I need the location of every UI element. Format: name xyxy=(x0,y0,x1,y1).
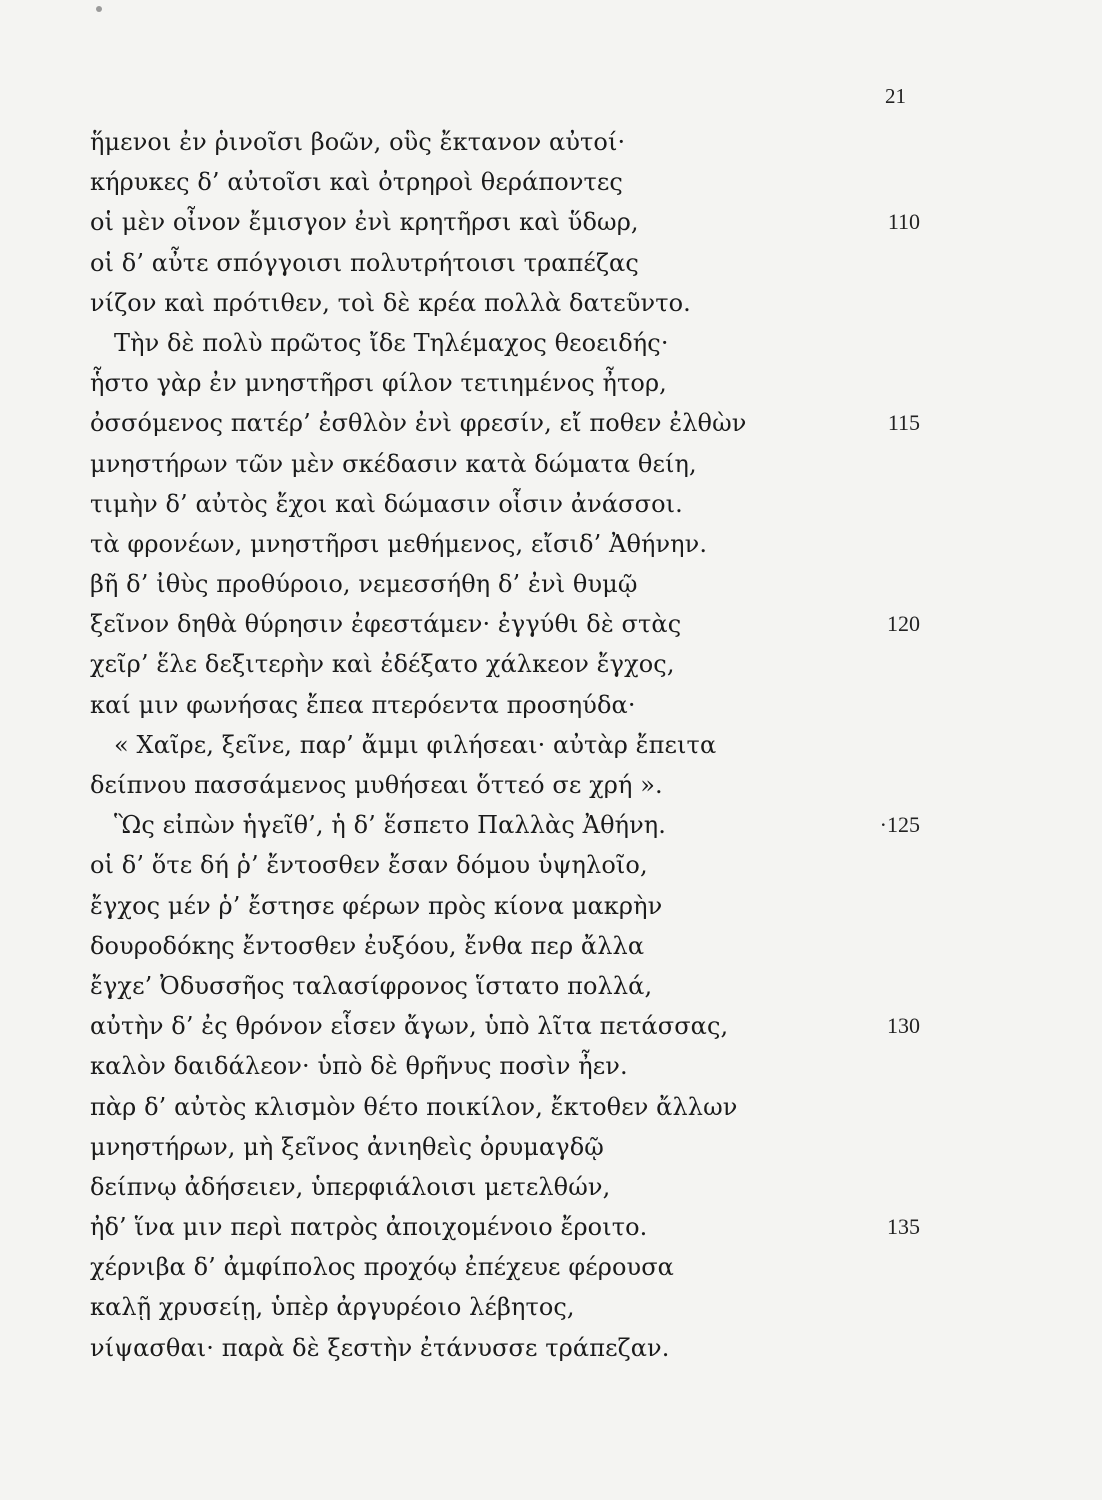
verse-line xyxy=(90,122,920,162)
verse-line xyxy=(90,363,920,403)
verse-line xyxy=(90,1006,920,1046)
verse-line xyxy=(90,524,920,564)
verse-line xyxy=(90,162,920,202)
verse-number: 115 xyxy=(887,410,920,436)
ink-speck xyxy=(96,6,102,12)
verse-line xyxy=(90,202,920,242)
verse-text: νίψασθαι· παρὰ δὲ ξεστὴν ἐτάνυσσε τράπεζαν. xyxy=(90,1333,670,1362)
verse-text: χέρνιβα δ’ ἀμφίπολος προχόῳ ἐπέχευε φέρουσα xyxy=(90,1253,674,1282)
verse-block xyxy=(90,122,920,1368)
verse-text: αὐτὴν δ’ ἐς θρόνον εἷσεν ἄγων, ὑπὸ λῖτα πετάσσας, xyxy=(90,1012,729,1041)
verse-text: καί μιν φωνήσας ἔπεα πτερόεντα προσηύδα· xyxy=(90,690,636,719)
verse-text: τιμὴν δ’ αὐτὸς ἔχοι καὶ δώμασιν οἷσιν ἀνάσσοι. xyxy=(90,489,683,518)
verse-line xyxy=(90,1167,920,1207)
verse-text: οἱ δ’ ὅτε δή ῥ’ ἔντοσθεν ἔσαν δόμου ὑψηλοῖο, xyxy=(90,851,648,880)
verse-text: ἧστο γὰρ ἐν μνηστῆρσι φίλον τετιημένος ἦτορ, xyxy=(90,369,667,398)
verse-line xyxy=(90,604,920,644)
verse-line xyxy=(90,323,920,363)
verse-text: μνηστήρων τῶν μὲν σκέδασιν κατὰ δώματα θείη, xyxy=(90,449,697,478)
verse-text: οἱ μὲν οἶνον ἔμισγον ἐνὶ κρητῆρσι καὶ ὕδωρ, xyxy=(90,208,639,237)
verse-line xyxy=(90,243,920,283)
verse-line xyxy=(90,1207,920,1247)
verse-text: ἠδ’ ἵνα μιν περὶ πατρὸς ἀποιχομένοιο ἔροιτο. xyxy=(90,1213,648,1242)
verse-text: βῆ δ’ ἰθὺς προθύροιο, νεμεσσήθη δ’ ἐνὶ θυμῷ xyxy=(90,570,638,599)
verse-line xyxy=(90,886,920,926)
verse-text: τὰ φρονέων, μνηστῆρσι μεθήμενος, εἴσιδ’ Ἀθήνην. xyxy=(90,529,708,558)
verse-line xyxy=(90,765,920,805)
verse-text: Τὴν δὲ πολὺ πρῶτος ἴδε Τηλέμαχος θεοειδής· xyxy=(114,328,669,357)
verse-text: ἥμενοι ἐν ῥινοῖσι βοῶν, οὓς ἔκτανον αὐτοί· xyxy=(90,128,626,156)
verse-text: ἔγχε’ Ὀδυσσῆος ταλασίφρονος ἵστατο πολλά, xyxy=(90,971,653,1000)
verse-line xyxy=(90,644,920,684)
verse-line xyxy=(90,845,920,885)
page-number: 21 xyxy=(885,84,906,108)
verse-text: δείπνου πασσάμενος μυθήσεαι ὅττεό σε χρή ». xyxy=(90,771,663,799)
verse-line xyxy=(90,725,920,765)
verse-number: 110 xyxy=(887,209,920,235)
verse-text: δείπνῳ ἀδήσειεν, ὑπερφιάλοισι μετελθών, xyxy=(90,1172,611,1201)
verse-text: πὰρ δ’ αὐτὸς κλισμὸν θέτο ποικίλον, ἔκτοθεν ἄλλων xyxy=(90,1092,738,1121)
verse-line xyxy=(90,403,920,443)
verse-number: ·125 xyxy=(879,812,920,838)
verse-line xyxy=(90,444,920,484)
verse-text: χεῖρ’ ἕλε δεξιτερὴν καὶ ἐδέξατο χάλκεον ἔγχος, xyxy=(90,650,675,679)
verse-text: δουροδόκης ἔντοσθεν ἐυξόου, ἔνθα περ ἄλλα xyxy=(90,931,645,960)
verse-line xyxy=(90,685,920,725)
verse-line xyxy=(90,564,920,604)
verse-text: κήρυκες δ’ αὐτοῖσι καὶ ὀτρηροὶ θεράποντες xyxy=(90,168,623,197)
verse-line xyxy=(90,1127,920,1167)
verse-line xyxy=(90,805,920,845)
verse-text: ὀσσόμενος πατέρ’ ἐσθλὸν ἐνὶ φρεσίν, εἴ ποθεν ἐλθὼν xyxy=(90,409,747,438)
verse-text: νίζον καὶ πρότιθεν, τοὶ δὲ κρέα πολλὰ δατεῦντο. xyxy=(90,288,691,317)
verse-text: οἱ δ’ αὖτε σπόγγοισι πολυτρήτοισι τραπέζας xyxy=(90,248,639,277)
verse-text: « Χαῖρε, ξεῖνε, παρ’ ἄμμι φιλήσεαι· αὐτὰρ ἔπειτα xyxy=(114,730,717,759)
verse-text: καλῇ χρυσείῃ, ὑπὲρ ἀργυρέοιο λέβητος, xyxy=(90,1293,575,1322)
verse-line xyxy=(90,1087,920,1127)
verse-line xyxy=(90,1046,920,1086)
verse-number: 135 xyxy=(887,1214,920,1240)
verse-number: 120 xyxy=(887,611,920,637)
verse-line xyxy=(90,926,920,966)
verse-text: μνηστήρων, μὴ ξεῖνος ἀνιηθεὶς ὀρυμαγδῷ xyxy=(90,1132,604,1161)
verse-line xyxy=(90,283,920,323)
verse-line xyxy=(90,1287,920,1327)
verse-line xyxy=(90,1328,920,1368)
verse-number: 130 xyxy=(887,1013,920,1039)
verse-line xyxy=(90,966,920,1006)
verse-text: ἔγχος μέν ῥ’ ἔστησε φέρων πρὸς κίονα μακρὴν xyxy=(90,891,663,920)
verse-text: ξεῖνον δηθὰ θύρησιν ἐφεστάμεν· ἐγγύθι δὲ στὰς xyxy=(90,610,682,639)
verse-text: Ὣς εἰπὼν ἡγεῖθ’, ἡ δ’ ἕσπετο Παλλὰς Ἀθήνη. xyxy=(114,811,666,840)
verse-line xyxy=(90,1247,920,1287)
verse-text: καλὸν δαιδάλεον· ὑπὸ δὲ θρῆνυς ποσὶν ἦεν. xyxy=(90,1052,628,1081)
verse-line xyxy=(90,484,920,524)
